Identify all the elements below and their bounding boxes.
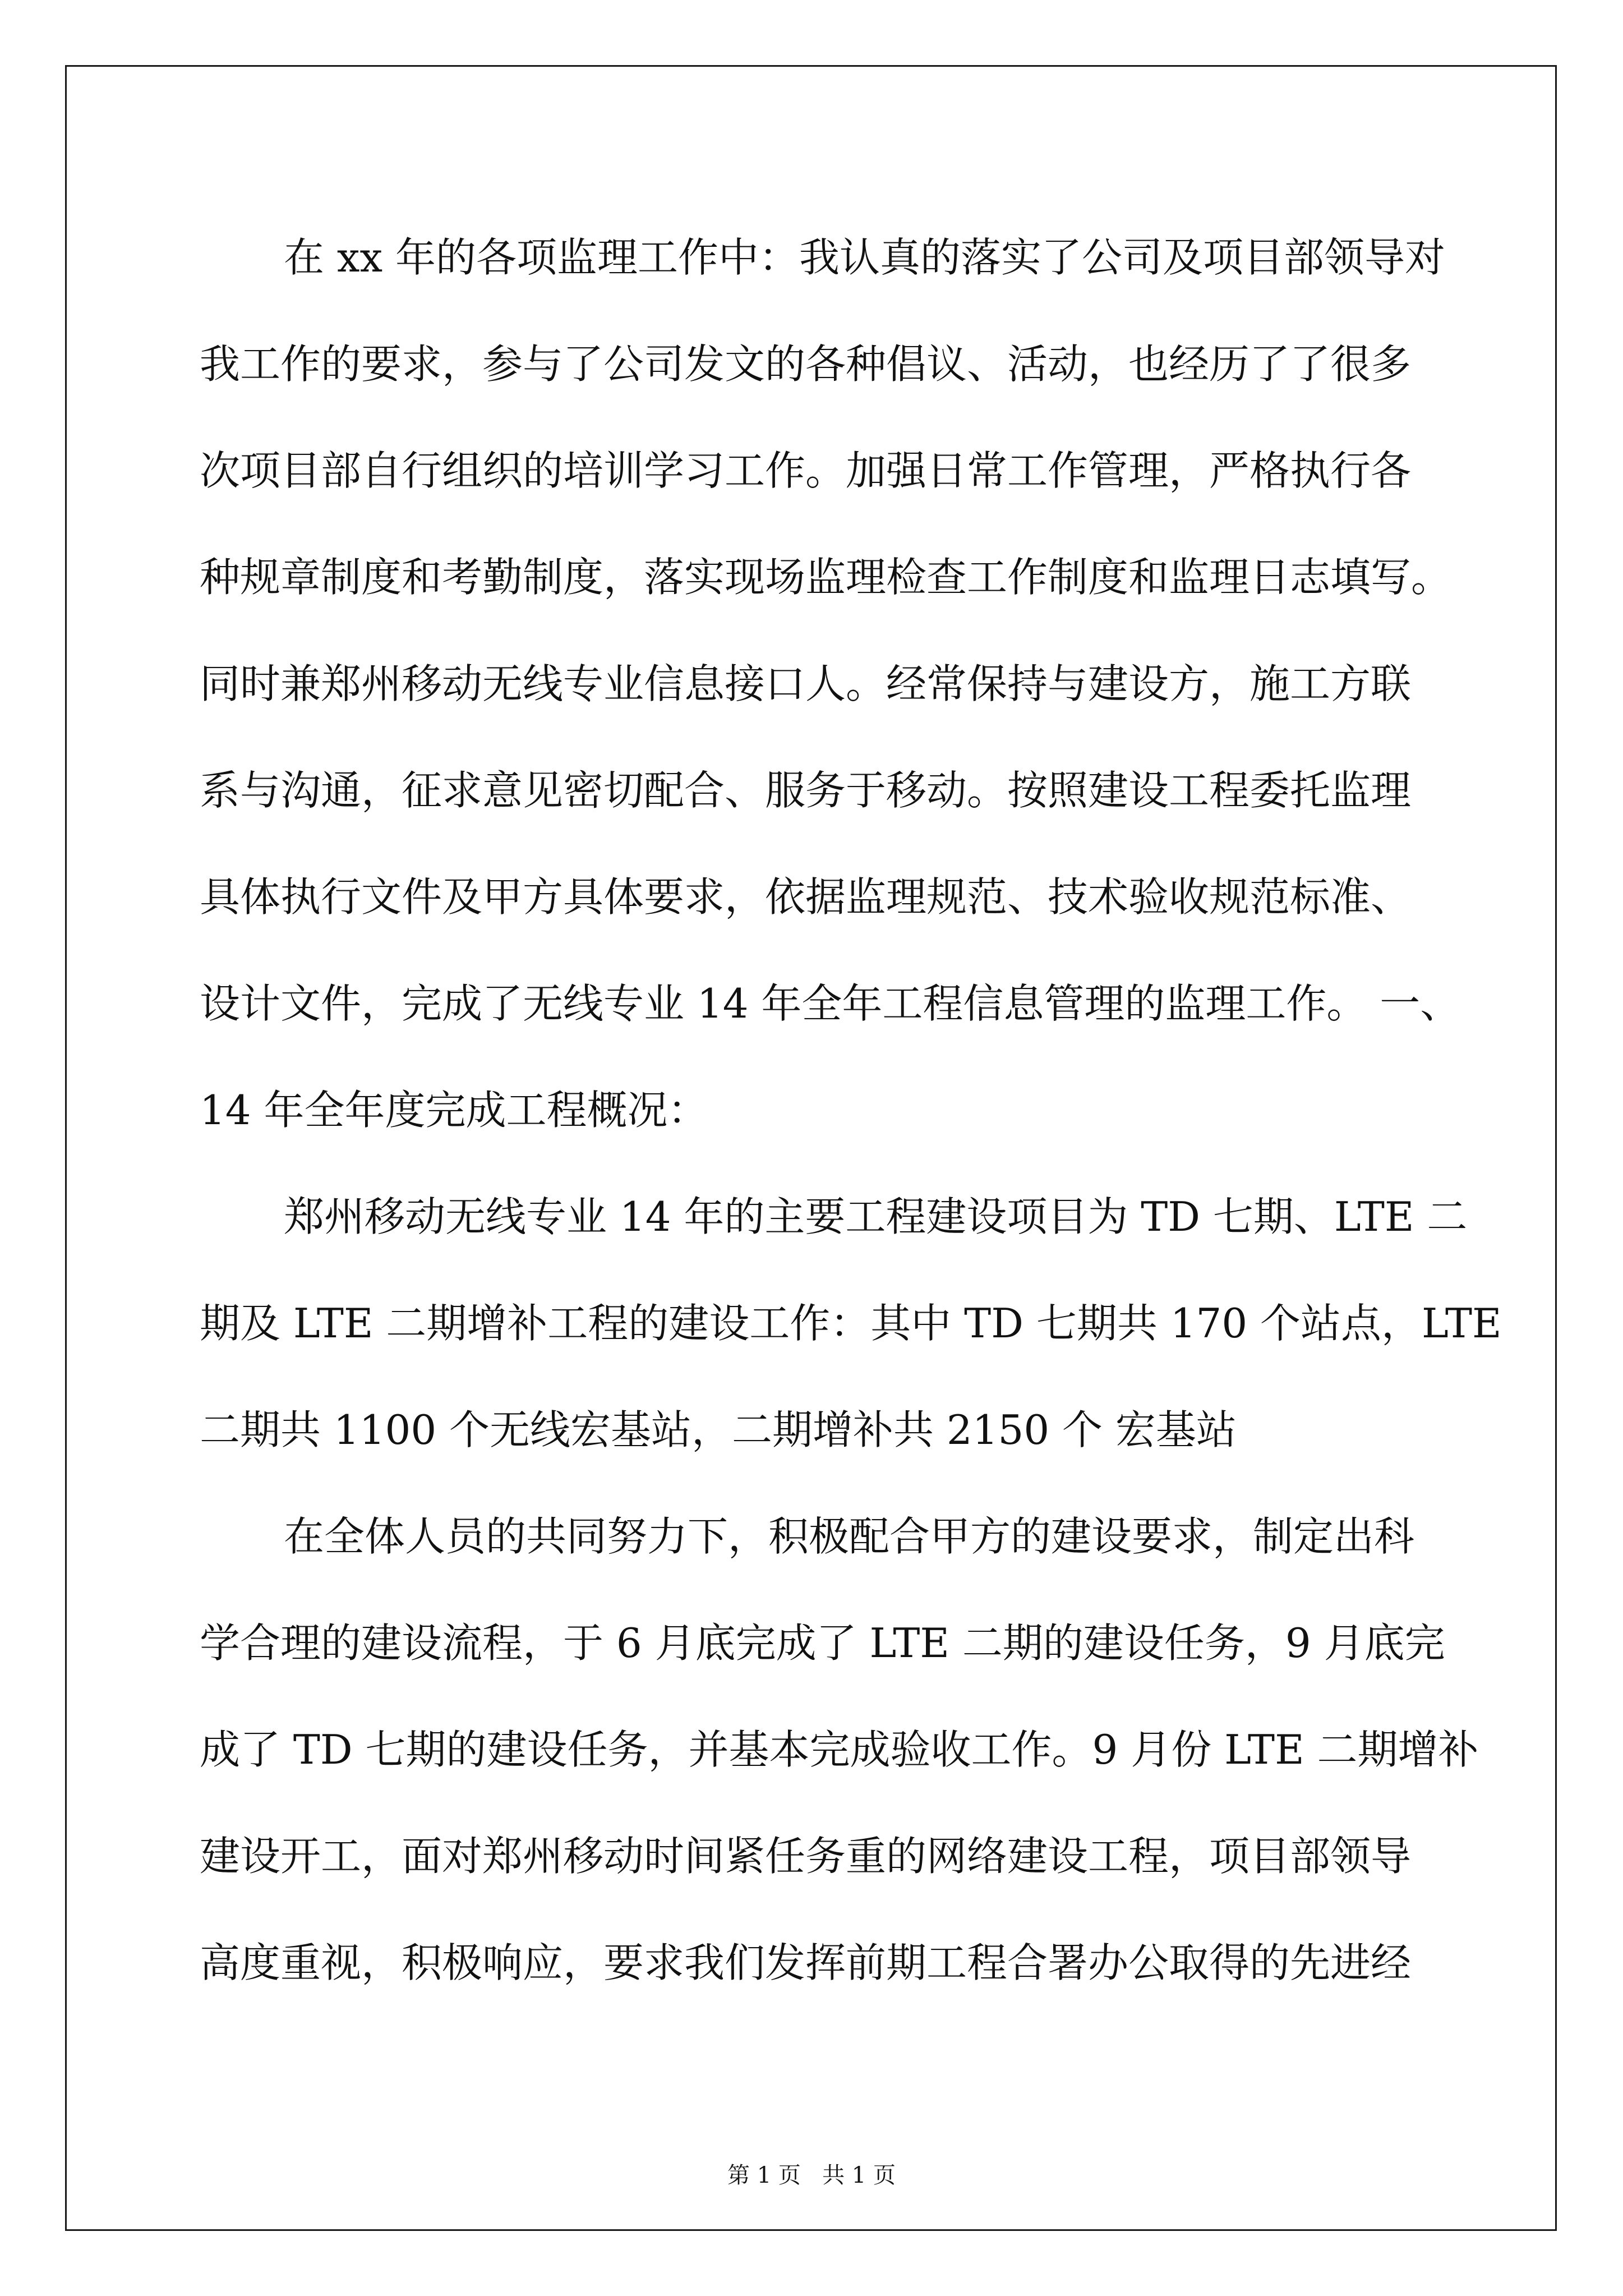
paragraph-line: 成了 TD 七期的建设任务，并基本完成验收工作。9 月份 LTE 二期增补 [200,1726,1479,1773]
paragraph-line: 我工作的要求，参与了公司发文的各种倡议、活动，也经历了了很多 [200,341,1412,388]
paragraph-line: 二期共 1100 个无线宏基站，二期增补共 2150 个 宏基站 [200,1406,1237,1453]
paragraph-line: 14 年全年度完成工程概况： [200,1087,708,1134]
paragraph-line: 期及 LTE 二期增补工程的建设工作：其中 TD 七期共 170 个站点，LTE [200,1300,1502,1347]
paragraph-line: 在全体人员的共同努力下，积极配合甲方的建设要求，制定出科 [284,1513,1415,1560]
paragraph-line: 具体执行文件及甲方具体要求，依据监理规范、技术验收规范标准、 [200,873,1412,921]
paragraph-line: 系与沟通，征求意见密切配合、服务于移动。按照建设工程委托监理 [200,767,1412,814]
paragraph-line: 郑州移动无线专业 14 年的主要工程建设项目为 TD 七期、LTE 二 [284,1193,1468,1240]
paragraph-line: 设计文件，完成了无线专业 14 年全年工程信息管理的监理工作。 一、 [200,980,1461,1027]
paragraph-line: 建设开工，面对郑州移动时间紧任务重的网络建设工程，项目部领导 [200,1833,1412,1880]
paragraph-line: 同时兼郑州移动无线专业信息接口人。经常保持与建设方，施工方联 [200,660,1412,707]
page-number-footer: 第 1 页 共 1 页 [727,2162,896,2188]
paragraph-line: 在 xx 年的各项监理工作中：我认真的落实了公司及项目部领导对 [284,234,1445,281]
paragraph-line: 学合理的建设流程，于 6 月底完成了 LTE 二期的建设任务，9 月底完 [200,1619,1445,1667]
document-body [200,204,1502,2016]
paragraph-line: 种规章制度和考勤制度，落实现场监理检查工作制度和监理日志填写。 [200,554,1452,601]
paragraph-line: 次项目部自行组织的培训学习工作。加强日常工作管理，严格执行各 [200,447,1412,494]
paragraph-line: 高度重视，积极响应，要求我们发挥前期工程合署办公取得的先进经 [200,1939,1412,1986]
